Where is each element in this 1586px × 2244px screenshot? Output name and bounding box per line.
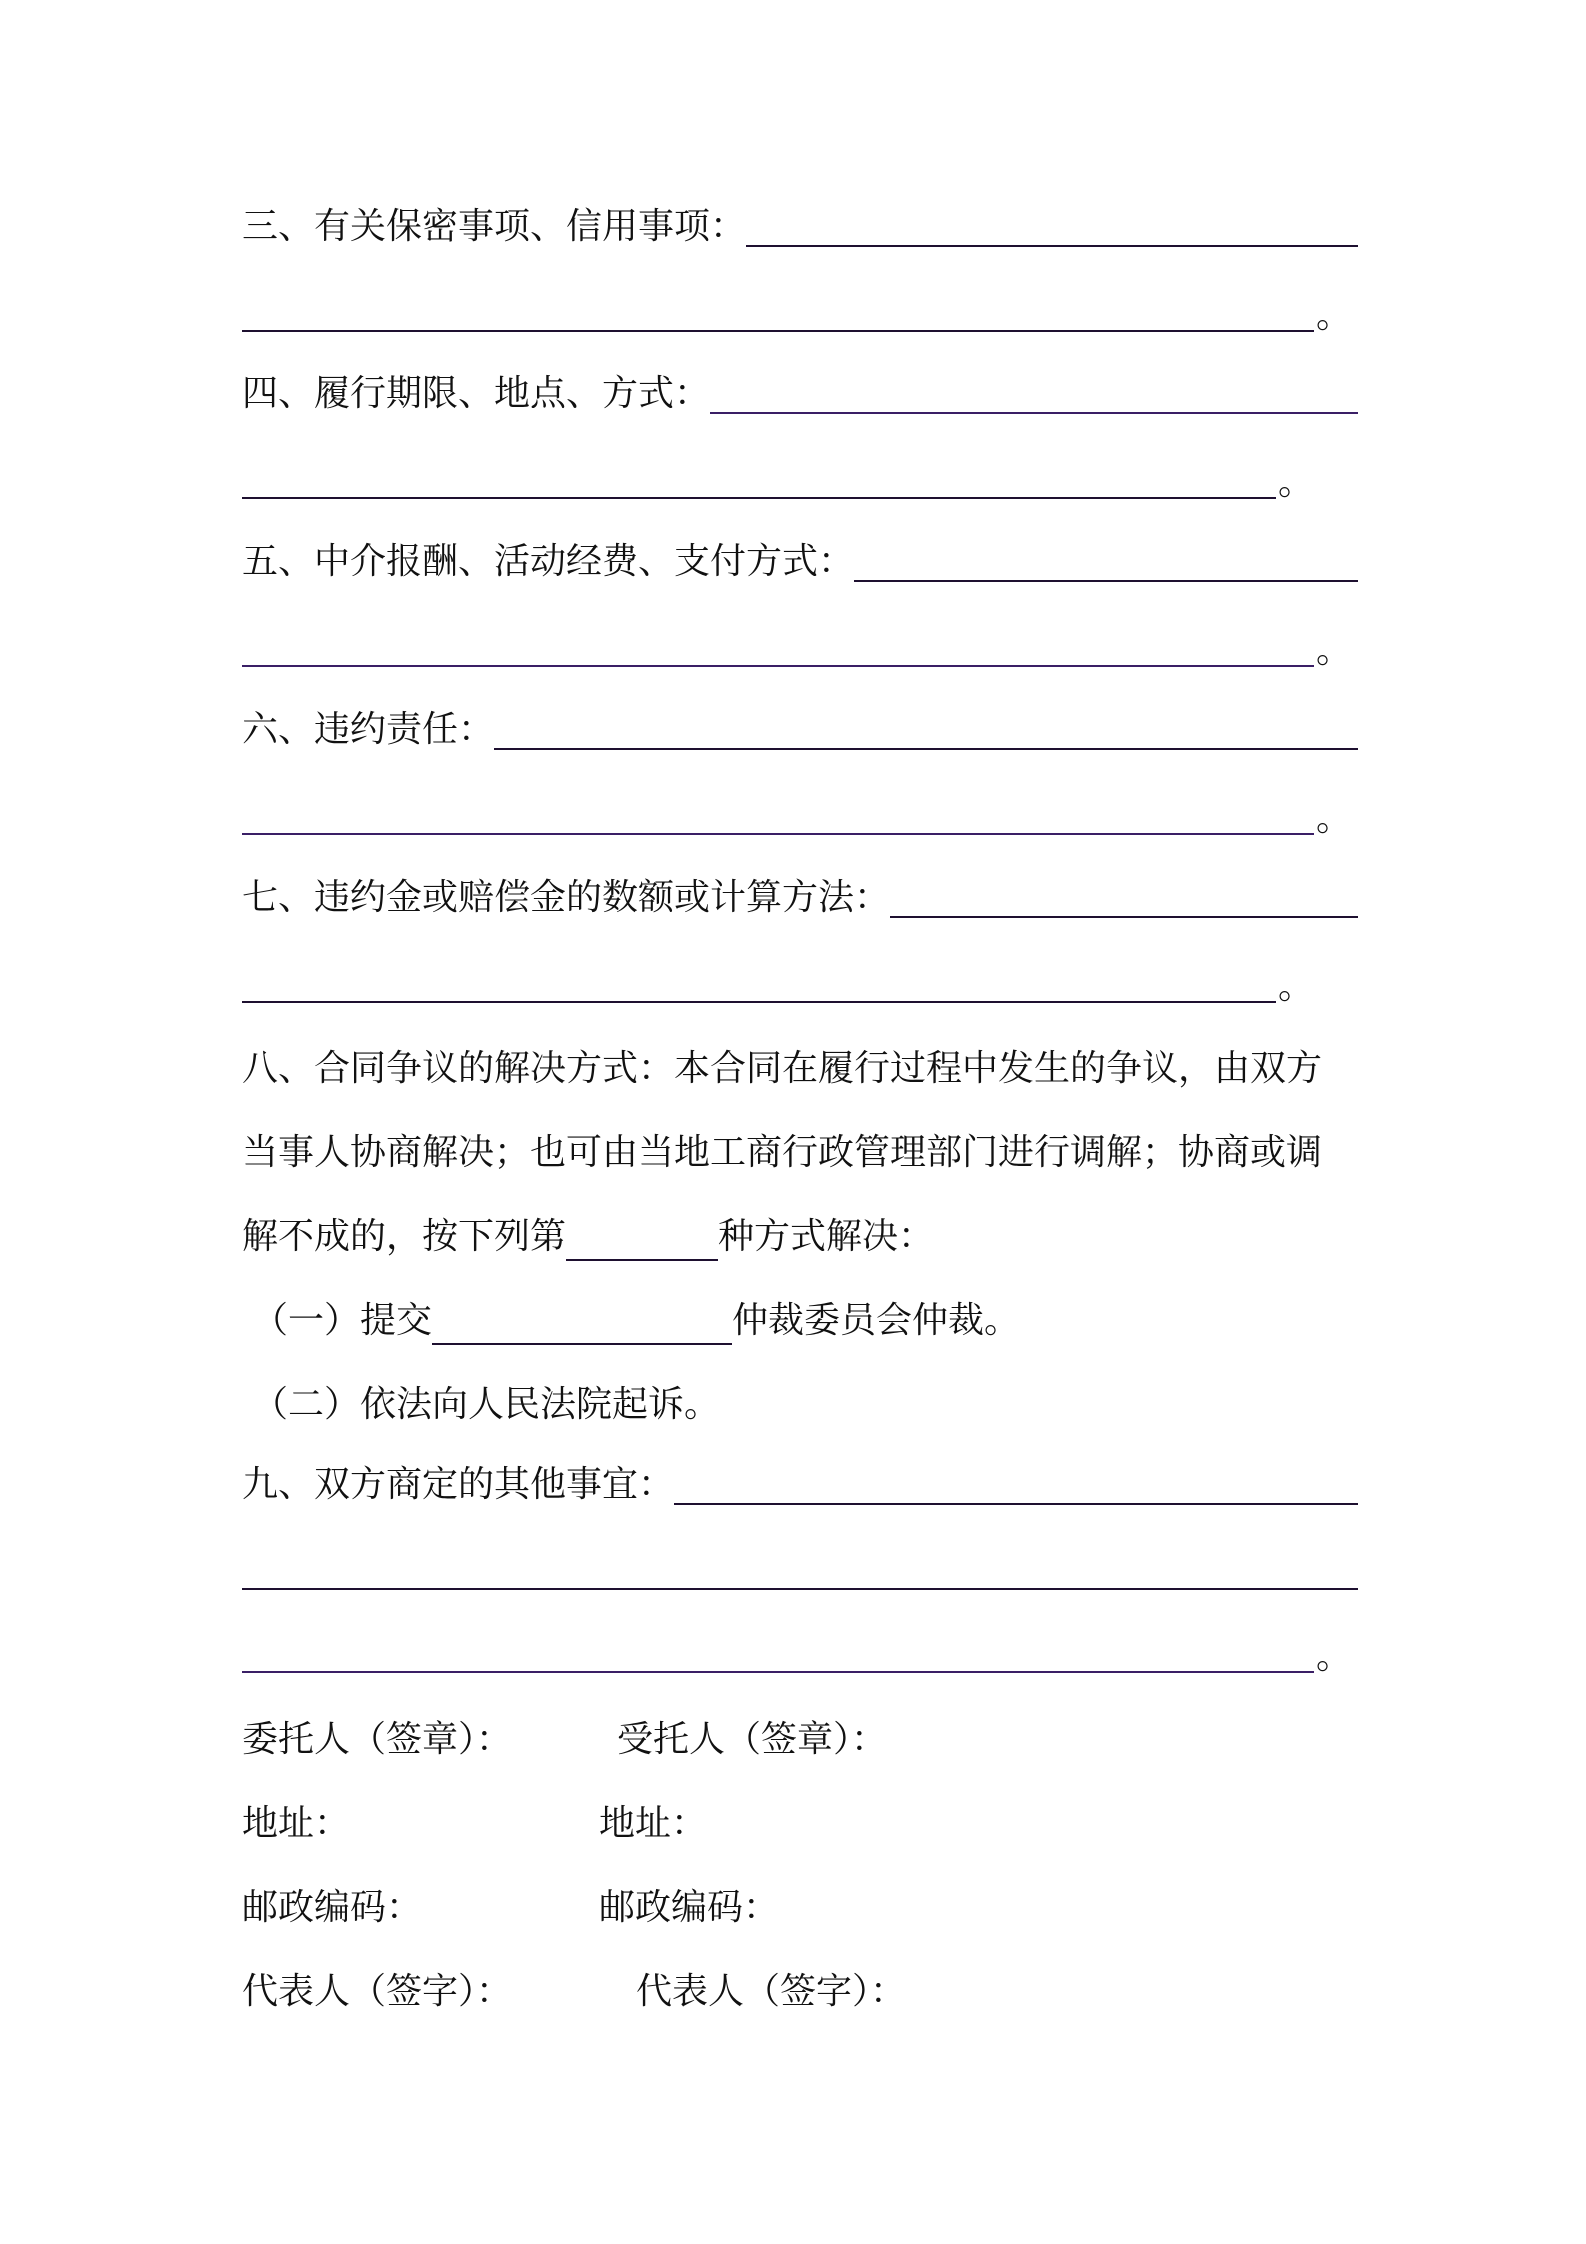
section-7-row-2: [242, 951, 1314, 1011]
arbitration-committee-blank[interactable]: [432, 1303, 732, 1345]
section-5-blank[interactable]: [854, 570, 1358, 582]
section-5-end: 。: [1315, 630, 1352, 671]
section-6-row-2: [242, 783, 1352, 843]
section-9-row-3: [242, 1621, 1352, 1681]
principal-address-label: 地址：: [242, 1803, 351, 1844]
agent-address-label: 地址：: [599, 1803, 708, 1844]
section-5-label: 五、中介报酬、活动经费、支付方式：: [242, 541, 855, 582]
section-8-line-3: [242, 1213, 934, 1261]
section-8-option-2: （二）依法向人民法院起诉。: [252, 1384, 721, 1425]
method-number-blank[interactable]: [566, 1219, 718, 1261]
section-7-blank[interactable]: [890, 906, 1358, 918]
section-3-row: [242, 195, 1358, 255]
section-6-row: [242, 698, 1358, 758]
section-6-end: 。: [1315, 798, 1352, 839]
section-3-row-2: [242, 280, 1352, 340]
section-8-line-3-pre: 解不成的，按下列第: [242, 1216, 567, 1257]
section-9-blank-2[interactable]: [242, 1578, 1358, 1590]
section-4-row: [242, 362, 1358, 422]
section-4-blank-2[interactable]: [242, 487, 1276, 499]
section-3-label: 三、有关保密事项、信用事项：: [242, 206, 747, 247]
section-3-end: 。: [1315, 295, 1352, 336]
section-8-line-1: 八、合同争议的解决方式：本合同在履行过程中发生的争议，由双方: [242, 1048, 1323, 1089]
option-1-post: 仲裁委员会仲裁。: [732, 1300, 1021, 1341]
section-3-blank[interactable]: [746, 235, 1358, 247]
section-8-line-3-post: 种方式解决：: [718, 1216, 935, 1257]
section-7-blank-2[interactable]: [242, 991, 1276, 1003]
section-4-label: 四、履行期限、地点、方式：: [242, 373, 711, 414]
section-5-blank-2[interactable]: [242, 655, 1314, 667]
section-4-blank[interactable]: [710, 402, 1358, 414]
section-8-option-1: [252, 1297, 1020, 1345]
option-1-pre: （一）提交: [252, 1300, 433, 1341]
section-5-row-2: [242, 615, 1352, 675]
section-3-blank-2[interactable]: [242, 320, 1314, 332]
agent-seal-label: 受托人（签章）：: [617, 1719, 888, 1760]
section-9-blank-3[interactable]: [242, 1661, 1314, 1673]
section-9-label: 九、双方商定的其他事宜：: [242, 1464, 675, 1505]
agent-rep-label: 代表人（签字）：: [636, 1971, 907, 2012]
principal-rep-label: 代表人（签字）：: [242, 1971, 513, 2012]
section-8-line-2: 当事人协商解决；也可由当地工商行政管理部门进行调解；协商或调: [242, 1132, 1323, 1173]
agent-postcode-label: 邮政编码：: [599, 1887, 780, 1928]
section-5-row: [242, 530, 1358, 590]
section-7-row: [242, 866, 1358, 926]
section-4-end: 。: [1277, 462, 1314, 503]
section-7-label: 七、违约金或赔偿金的数额或计算方法：: [242, 877, 891, 918]
section-9-blank[interactable]: [674, 1493, 1358, 1505]
section-9-row: [242, 1453, 1358, 1513]
principal-postcode-label: 邮政编码：: [242, 1887, 423, 1928]
section-7-end: 。: [1277, 966, 1314, 1007]
section-6-label: 六、违约责任：: [242, 709, 495, 750]
section-4-row-2: [242, 447, 1314, 507]
principal-seal-label: 委托人（签章）：: [242, 1719, 513, 1760]
section-9-row-2: [242, 1538, 1358, 1598]
section-6-blank[interactable]: [494, 738, 1358, 750]
section-6-blank-2[interactable]: [242, 823, 1314, 835]
section-9-end: 。: [1315, 1636, 1352, 1677]
